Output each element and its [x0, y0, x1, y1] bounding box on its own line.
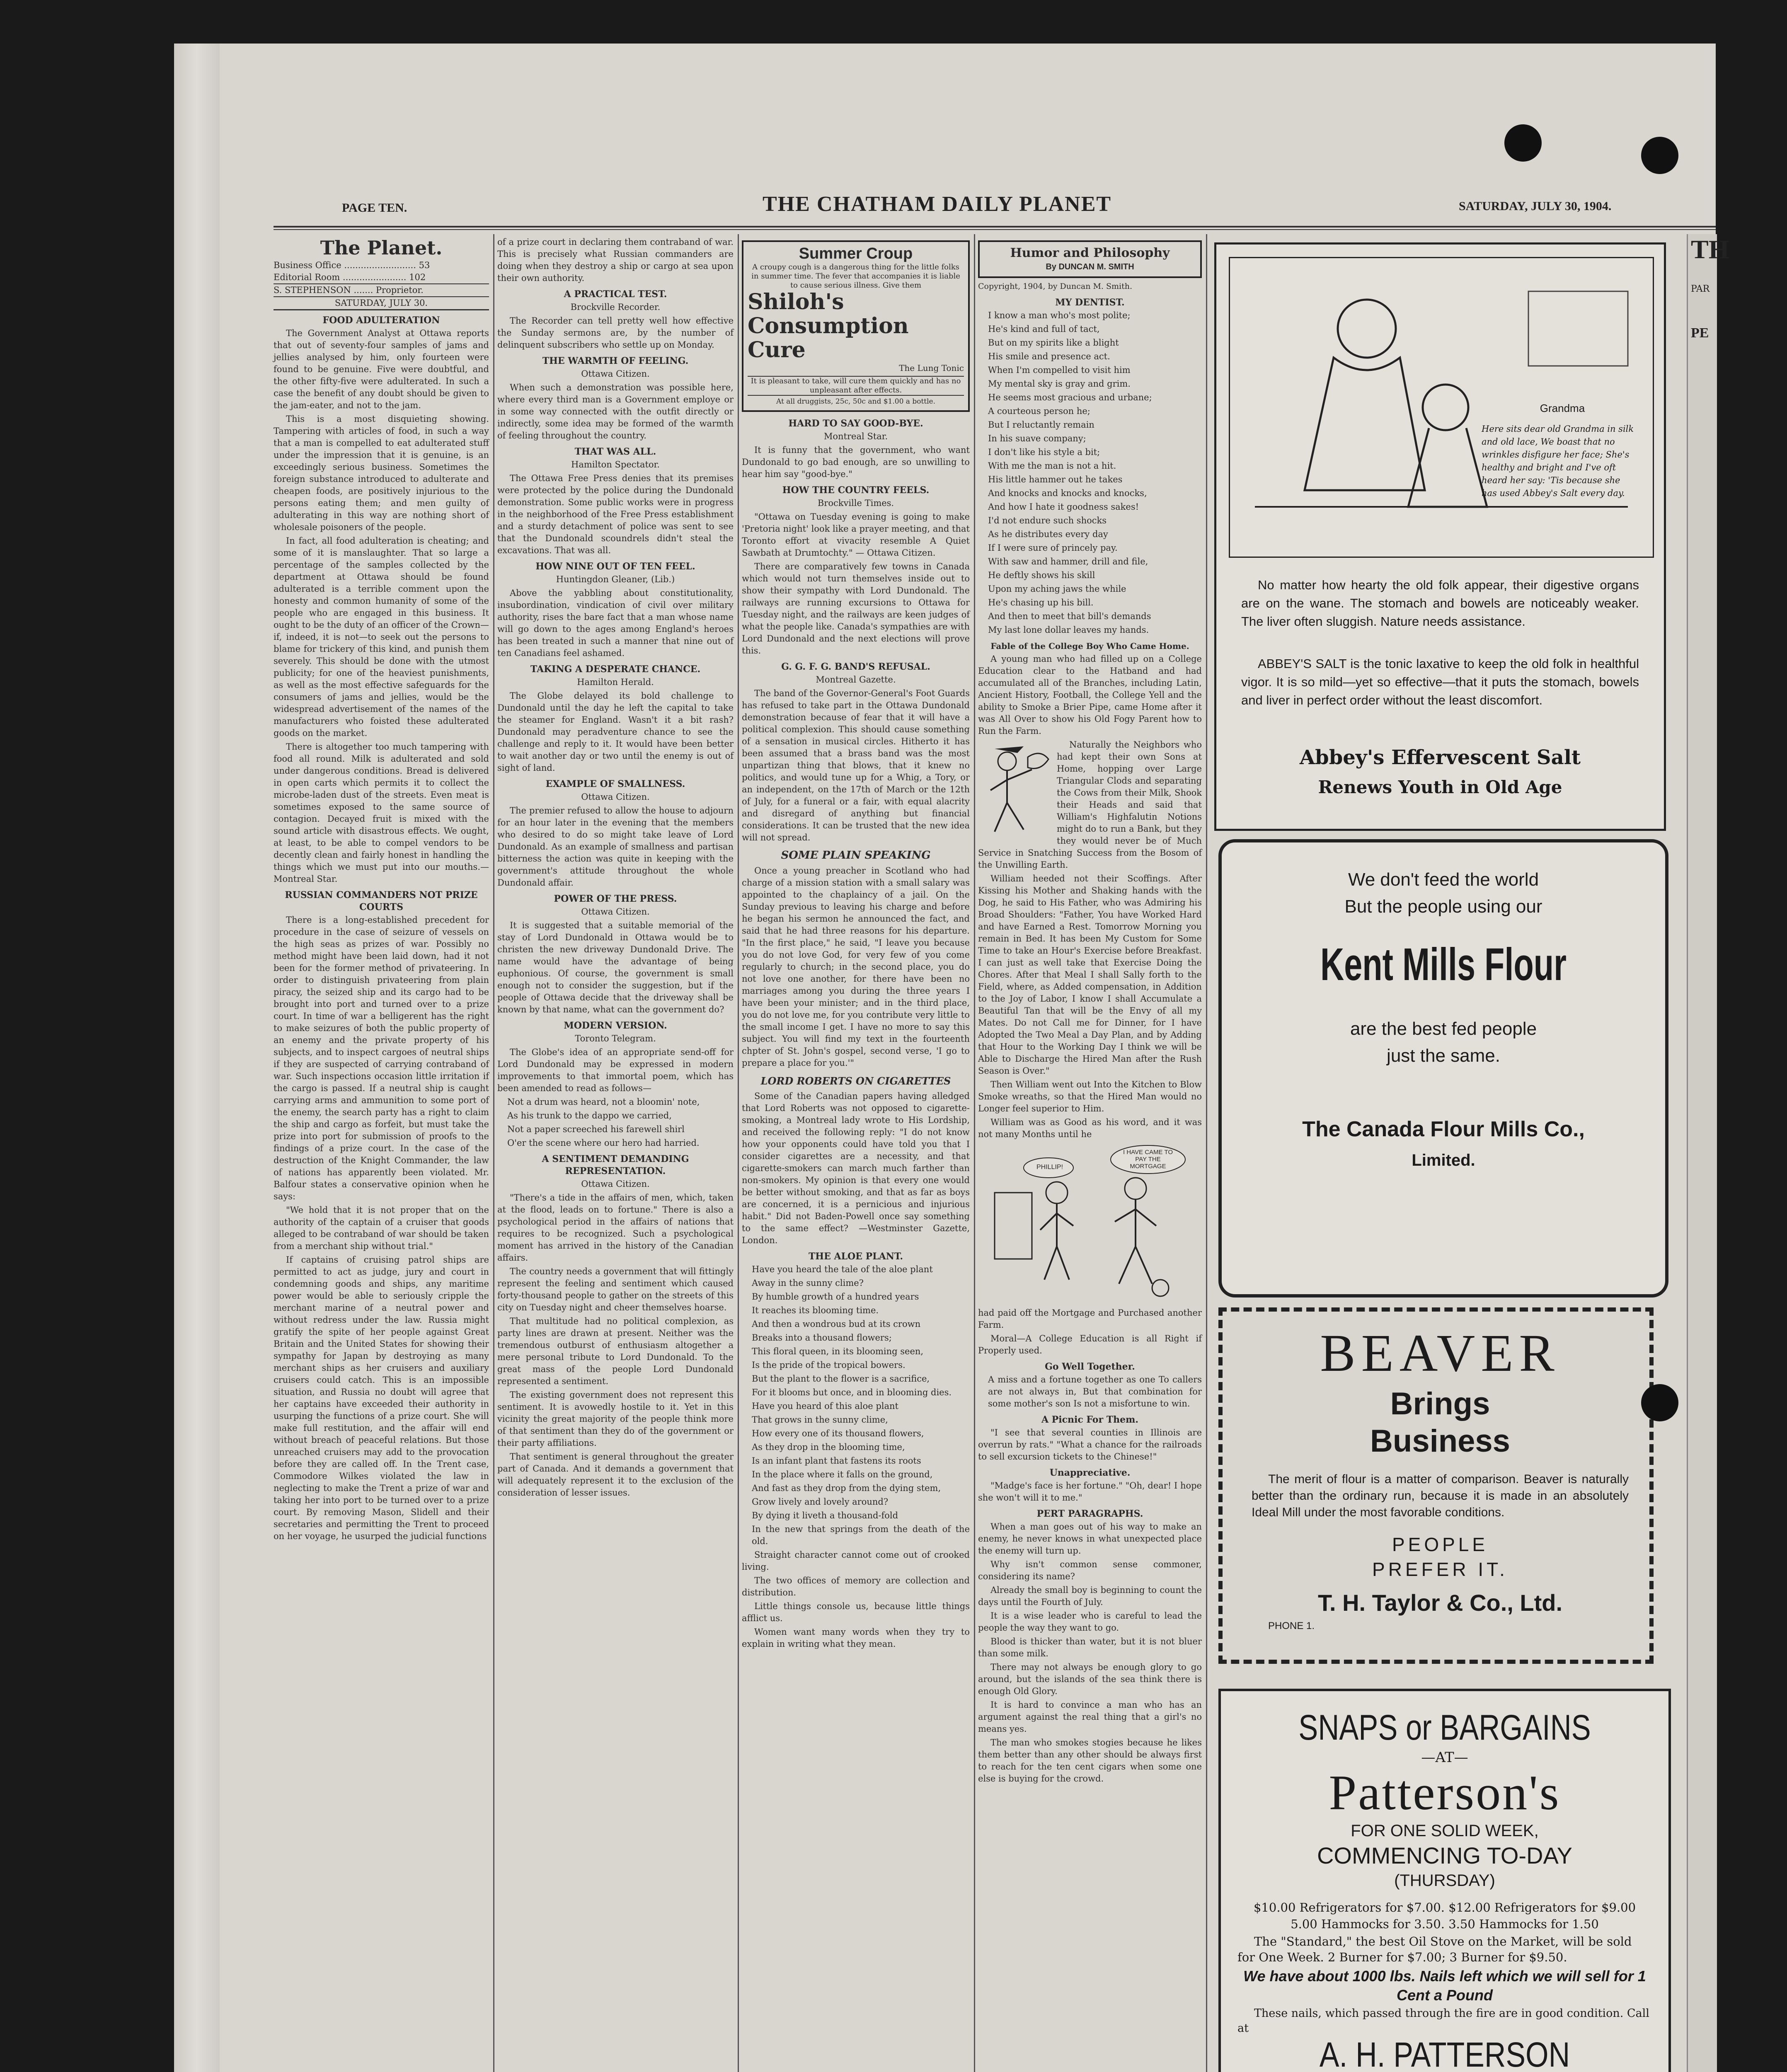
paragraph: The Government Analyst at Ottawa reports that out of seventy-four samples of jams and jellies analysed by him, only fourteen were found to be genuine. Five were doubtful, and the other fifty-five were adulterated. In such a case the benefit of any doubt should be given to the jam-eater, and not to the jam.: [274, 328, 489, 410]
column-4: [978, 236, 1202, 2072]
ad-paragraph: No matter how hearty the old folk appear, their digestive organs are on the wane. The stomach and bowels are noticeably weaker. The liver often sluggish. Nature needs assistance.: [1241, 578, 1639, 629]
humor-heading-box: [978, 240, 1202, 278]
headline: HOW THE COUNTRY FEELS.: [782, 485, 930, 496]
verse-line: Is an infant plant that fastens its roots: [752, 1456, 921, 1466]
issue-date: SATURDAY, JULY 30, 1904.: [1459, 199, 1612, 213]
headline: LORD ROBERTS ON CIGARETTES: [760, 1075, 951, 1087]
planet-date: SATURDAY, JULY 30.: [274, 297, 489, 310]
ad-line: PREFER IT.: [1372, 1559, 1508, 1580]
paragraph: Above the yabbling about constitutionality, insubordination, vindication of civil over military authority, rises the bare fact that a man whose name will go down to the ages among England's heroes has been treated in such a manner that nine out of ten Canadians feel ashamed.: [497, 588, 734, 658]
paragraph: Women want many words when they try to explain in writing what they mean.: [742, 1627, 970, 1649]
verse-line: And then a wondrous bud at its crown: [752, 1319, 921, 1329]
verse-line: By dying it liveth a thousand-fold: [752, 1510, 898, 1520]
ad-line: PEOPLE: [1392, 1534, 1489, 1555]
dentist-poem: [978, 310, 1202, 636]
edge-text: PAR: [1691, 284, 1710, 294]
paragraph: "Ottawa on Tuesday evening is going to make 'Pretoria night' look like a prayer meeting, and that Toronto effort at vivacity resemble A Quiet Sawbath at Drumtochty." — Ottawa Citizen.: [742, 512, 970, 558]
headline: TAKING A DESPERATE CHANCE.: [530, 664, 701, 675]
column-rule: [974, 234, 975, 2072]
verse-line: Have you heard of this aloe plant: [752, 1401, 898, 1411]
paragraph: "We hold that it is not proper that on the authority of the captain of a cruiser that goods alleged to be contraband of war should be taken from a merchant ship without trial.": [274, 1205, 489, 1251]
proprietor: S. STEPHENSON ....... Proprietor.: [274, 284, 489, 297]
paragraph: The man who smokes stogies because he likes them better than any other should be always first to reach for the ten cent cigars when some one else is buying for the crowd.: [978, 1738, 1202, 1784]
aloe-poem: [742, 1264, 970, 1547]
paragraph: had paid off the Mortgage and Purchased another Farm.: [978, 1308, 1202, 1330]
shiloh-ad: [742, 240, 970, 412]
ad-line: —AT—: [1421, 1749, 1468, 1766]
ad-line: FOR ONE SOLID WEEK,: [1351, 1822, 1539, 1840]
verse-line: I know a man who's most polite;: [988, 310, 1131, 320]
binding-hole: [1641, 1384, 1678, 1421]
edge-text: PE: [1691, 325, 1709, 341]
paragraph: Little things console us, because little things afflict us.: [742, 1601, 970, 1623]
ad-text: These nails, which passed through the fire are in good condition. Call at: [1237, 2007, 1649, 2035]
verse-line: He's chasing up his bill.: [988, 598, 1094, 608]
verse-line: As his trunk to the dappo we carried,: [507, 1111, 672, 1121]
verse-line: I'd not endure such shocks: [988, 516, 1107, 525]
paragraph: "Madge's face is her fortune." "Oh, dear! I hope she won't will it to me.": [978, 1481, 1202, 1503]
ad-nails-offer: We have about 1000 lbs. Nails left which we will sell for 1 Cent a Pound: [1243, 1968, 1646, 2004]
verse-line: And fast as they drop from the dying stem,: [752, 1483, 941, 1493]
paragraph: When a man goes out of his way to make an enemy, he never knows in what unexpected place the enemy will turn up.: [978, 1522, 1202, 1556]
headline: PERT PARAGRAPHS.: [1036, 1508, 1143, 1519]
paragraph: The country needs a government that will fittingly represent the feeling and sentiment which caused forty-thousand people to gather on the streets of this city on Tuesday night and cheer themselves hoarse.: [497, 1266, 734, 1312]
verse-line: Grow lively and lovely around?: [752, 1497, 889, 1507]
farmer-illustration: [978, 741, 1053, 840]
verse-line: My mental sky is gray and grim.: [988, 379, 1131, 389]
ad-brand: Abbey's Effervescent Salt: [1299, 746, 1581, 769]
verse-line: By humble growth of a hundred years: [752, 1292, 919, 1302]
verse-line: And knocks and knocks and knocks,: [988, 488, 1147, 498]
verse-line: In the place where it falls on the ground,: [752, 1469, 933, 1479]
paragraph: Blood is thicker than water, but it is not bluer than some milk.: [978, 1636, 1202, 1658]
headline: A PRACTICAL TEST.: [564, 289, 667, 300]
verse-line: If I were sure of princely pay.: [988, 543, 1118, 553]
paragraph: Once a young preacher in Scotland who had charge of a mission station with a small salary was appointed to the chaplaincy of a jail. On the Sunday previous to leaving his charge and before he began his sermon he announced the fact, and said that he had three reasons for his departure. "In the first place," he said, "I leave you because you do not love God, for very few of you come regularly to church; in the second place, you do not love one another, for there have been no marriages among you during the three years I have been your minister; and in the third place, you do not love me, for you contribute very little to the small income I get. I have no more to say this subject. You will find my text in the fourteenth chpter of St. John's gospel, second verse, 'I go to prepare a place for you.'": [742, 866, 970, 1068]
headline: EXAMPLE OF SMALLNESS.: [545, 779, 685, 789]
ad-brand: BEAVER: [1320, 1324, 1560, 1382]
headline: Unappreciative.: [1049, 1467, 1131, 1478]
paragraph: This is a most disquieting showing. Tampering with articles of food, in such a way that a man is compelled to eat adulterated stuff under the impression that it is genuine, is an exceedingly serious business. Sometimes the foreign substance introduced to adulterate and cheapen foods, are positively injurious to the persons eating them; and men guilty of adulterating in this way are nothing short of wholesale poisoners of the people.: [274, 414, 489, 532]
ad-text: A croupy cough is a dangerous thing for the little folks in summer time. The fever that accompanies it is liable to cause serious illness. Give them: [751, 263, 960, 290]
ad-price: At all druggists, 25c, 50c and $1.00 a bottle.: [748, 395, 964, 408]
newspaper-page: [174, 44, 1729, 2072]
paragraph: Naturally the Neighbors who had kept their own Sons at Home, hopping over Large Triangular Clods and separating the Cows from their Milk, Shook their Heads and said that William's Highfalutin Notions might do to run a Bank, but they they would never be of Much Service in Snatching Success from the Bosom of the Unwilling Earth.: [978, 740, 1202, 870]
ad-headline: SNAPS or BARGAINS: [1298, 1708, 1591, 1748]
ad-line: Brings: [1390, 1386, 1490, 1421]
verse-line: That grows in the sunny clime,: [752, 1415, 888, 1425]
column-title: Humor and Philosophy: [1010, 246, 1170, 260]
verse-line: It reaches its blooming time.: [752, 1305, 879, 1315]
ad-brand: Patterson's: [1329, 1765, 1561, 1820]
headline: HOW NINE OUT OF TEN FEEL.: [535, 561, 695, 572]
headline: RUSSIAN COMMANDERS NOT PRIZE COURTS: [285, 890, 478, 913]
paragraph: The Ottawa Free Press denies that its premises were protected by the police during the Dundonald demonstration. Some public works were in progress in the neighborhood of the Free Press establishment and a sturdy detachment of police was sent to see that the Dundonald scoundrels didn't steal the excavations. That was all.: [497, 473, 734, 555]
paragraph: The Globe delayed its bold challenge to Dundonald until the day he left the capital to take the steamer for England. Wasn't it a bit rash? Dundonald may peradventure chance to see the challenge and reply to it. It would have been better to wait another day or two until the enemy is out of sight of land.: [497, 691, 734, 773]
verse-line: Away in the sunny clime?: [752, 1278, 864, 1288]
source: Ottawa Citizen.: [581, 369, 650, 379]
verse-line: As they drop in the blooming time,: [752, 1442, 905, 1452]
paragraph: William heeded not their Scoffings. After Kissing his Mother and Shaking hands with the Dog, he said to His Father, who was Admiring his Broad Shoulders: "Father, You have Worked Hard and have Earned a Rest. Tomorrow Morning you remain in Bed. It has been My Custom for Some Time to take an Hour's Exercise before Breakfast. I can just as well take that Exercise Doing the Chores. After that Meal I shall Sally forth to the Field, where, as Added compensation, in Addition to the Joy of Labor, I know I shall Accumulate a Beautiful Tan that will be the Envy of all my Mates. Do not Call me for Dinner, for I have Adopted the Two Meal a Day Plan, and by Adding that Hour to the Working Day I think we will be Able to Discharge the Hired Man after the Rush Season is Over.": [978, 874, 1202, 1076]
verse-line: This floral queen, in its blooming seen,: [752, 1346, 924, 1356]
headline: HARD TO SAY GOOD-BYE.: [788, 418, 923, 429]
headline: Fable of the College Boy Who Came Home.: [990, 641, 1189, 651]
ad-brand: Shiloh's Consumption Cure: [748, 289, 909, 363]
ad-paragraph: The merit of flour is a matter of comparison. Beaver is naturally better than the ordinary run, because it is made in an absolutely Ideal Mill under the most favorable conditions.: [1252, 1472, 1629, 1519]
verse-line: But on my spirits like a blight: [988, 338, 1119, 348]
verse-line: But the plant to the flower is a sacrifice,: [752, 1374, 930, 1384]
paragraph: A young man who had filled up on a College Education clear to the Hatband and had accumulated all of the Branches, including Latin, Ancient History, Football, the College Yell and the ability to Smoke a Brier Pipe, came Home after it was All Over to show his Old Fogy Parent how to Run the Farm.: [978, 654, 1202, 736]
beaver-ad: [1218, 1307, 1662, 1672]
verse-line: And then to meet that bill's demands: [988, 611, 1151, 621]
paragraph: The Globe's idea of an appropriate send-off for Lord Dundonald may be expressed in modern improvements to that immortal poem, which has been amended to read as follows—: [497, 1047, 734, 1093]
paragraph: The existing government does not represent this sentiment. It is avowedly hostile to it. Yet in this vicinity the great majority of the people think more of that sentiment than they do of the government or their party affiliations.: [497, 1390, 734, 1448]
illustration-caption: Grandma: [1540, 402, 1585, 414]
paragraph: The Recorder can tell pretty well how effective the Sunday sermons are, by the number of delinquent subscribers who settle up on Monday.: [497, 316, 734, 350]
paragraph: Moral—A College Education is all Right if Properly used.: [978, 1334, 1202, 1356]
headline: MODERN VERSION.: [564, 1020, 667, 1031]
ad-company: The Canada Flour Mills Co.,: [1302, 1117, 1585, 1141]
paragraph: Some of the Canadian papers having alledged that Lord Roberts was not opposed to cigarette-smoking, a Montreal lady wrote to His Lordship, and received the following reply: "I do not know how your opponents could have told you that I consider cigarettes are a necessity, and that cigarette-smokers can march much farther than non-smokers. My opinion is that every one would be better without smoking, and that as far as boys are concerned, it is a pernicious and injurious habit." Did not Baden-Powell once say something to the same effect? —Westminster Gazette, London.: [742, 1091, 970, 1245]
source: Montreal Star.: [823, 431, 888, 441]
verse-line: Breaks into a thousand flowers;: [752, 1333, 892, 1343]
verse-line: In his suave company;: [988, 433, 1086, 443]
verse-line: For it blooms but once, and in blooming dies.: [752, 1387, 952, 1397]
page-fold-shadow: [174, 44, 220, 2072]
verse-line: As he distributes every day: [988, 529, 1108, 539]
verse-line: Have you heard the tale of the aloe plant: [752, 1264, 933, 1274]
ad-line: Business: [1370, 1423, 1510, 1459]
paragraph: "There's a tide in the affairs of men, which, taken at the flood, leads on to fortune." There is also a psychological period in the affairs of nations that requires to be recognized. Such a psychological moment has arrived in the history of the Canadian affairs.: [497, 1193, 734, 1263]
planet-title: The Planet.: [320, 237, 443, 259]
paragraph: William was as Good as his word, and it was not many Months until he: [978, 1117, 1202, 1139]
paragraph: In fact, all food adulteration is cheating; and some of it is manslaughter. That so large a percentage of the samples collected by the department at Ottawa should be found adulterated is a terrible comment upon the honesty and common humanity of some of the people who are engaged in this business. It ought to be the duty of an officer of the Crown—if, indeed, it is not—to seek out the persons to blame for trickery of this kind, and punish them severely. This should be done with the utmost publicity; for one of the heaviest punishments, as well as the most effective safeguards for the consumers of jams and jellies, would be the widespread advertisement of the names of the manufacturers who foisted these adulterated goods on the market.: [274, 536, 489, 738]
column-rule: [493, 234, 494, 2072]
paragraph: Why isn't common sense commoner, considering its name?: [978, 1559, 1202, 1581]
paragraph: Then William went out Into the Kitchen to Blow Smoke wreaths, so that the Hired Man would no Longer feel superior to Him.: [978, 1080, 1202, 1113]
ad-tagline: Renews Youth in Old Age: [1318, 777, 1562, 797]
source: Ottawa Citizen.: [581, 1179, 650, 1189]
pert-paragraphs: [978, 1521, 1202, 1785]
headline: SOME PLAIN SPEAKING: [781, 849, 931, 862]
paragraph: "I see that several counties in Illinois are overrun by rats." "What a chance for the railroads to sell excursion tickets to the Chinese!": [978, 1428, 1202, 1462]
headline: Go Well Together.: [1045, 1361, 1135, 1372]
source: Brockville Recorder.: [570, 302, 661, 312]
paragraph: Already the small boy is beginning to count the days until the Fourth of July.: [978, 1585, 1202, 1607]
copyright: Copyright, 1904, by Duncan M. Smith.: [978, 282, 1133, 291]
ad-company: T. H. Taylor & Co., Ltd.: [1317, 1590, 1563, 1616]
edge-text: TH: [1691, 235, 1729, 264]
verse-line: O'er the scene where our hero had harried.: [507, 1138, 700, 1148]
source: Montreal Gazette.: [816, 675, 896, 685]
header-rule: [274, 226, 1716, 228]
paragraph: It is funny that the government, who want Dundonald to go bad enough, are so unwilling to hear him say "good-bye.": [742, 445, 970, 479]
speech-bubble: I HAVE CAME TO PAY THE MORTGAGE: [1123, 1149, 1173, 1170]
ad-company-suffix: Limited.: [1412, 1151, 1475, 1169]
ad-line: just the same.: [1387, 1046, 1500, 1066]
column-2: [497, 236, 734, 2072]
verse-line: I don't like his style a bit;: [988, 447, 1100, 457]
adjacent-page-edge: [1687, 234, 1717, 2072]
verse-line: In the new that springs from the death of the old.: [752, 1524, 970, 1546]
ad-line: COMMENCING TO-DAY: [1317, 1842, 1573, 1869]
kent-mills-ad: [1218, 839, 1668, 1297]
mortgage-cartoon: [978, 1143, 1194, 1305]
ad-company: A. H. PATTERSON: [1319, 2035, 1570, 2072]
paragraph: There are comparatively few towns in Canada which would not turn themselves inside out to show their sympathy with Lord Dundonald. The railways are running excursions to Ottawa for Tuesday night, and the railways are keen judges of what the people like. Canada's sympathies are with Lord Dundonald and the next elections will prove this.: [742, 562, 970, 656]
paragraph: There is altogether too much tampering with food all round. Milk is adulterated and sold under dangerous conditions. Bread is delivered in open carts which permits it to collect the microbe-laden dust of the streets. Even meat is sometimes exposed to the same source of contagion. Decayed fruit is mixed with the sound article with disastrous effects. We ought, at least, to be able to compel vendors to be decently clean and fairly honest in handling the things which we must put into our mouths.—Montreal Star.: [274, 742, 489, 884]
headline: A SENTIMENT DEMANDING REPRESENTATION.: [542, 1154, 689, 1176]
paragraph: That sentiment is general throughout the greater part of Canada. And it demands a government that will adequately represent it to the exclusion of the consideration of lesser issues.: [497, 1452, 734, 1498]
ad-price-line: The "Standard," the best Oil Stove on the Market, will be sold for One Week. 2 Burner for $7.00; 3 Burner for $9.50.: [1237, 1934, 1632, 1964]
page-number: PAGE TEN.: [342, 201, 407, 215]
headline: THAT WAS ALL.: [574, 446, 656, 457]
headline: MY DENTIST.: [1055, 297, 1125, 308]
verse-line: Upon my aching jaws the while: [988, 584, 1126, 594]
paragraph: There may not always be enough glory to go around, but the islands of the sea think there is enough Old Glory.: [978, 1662, 1202, 1696]
verse-line: He seems most gracious and urbane;: [988, 392, 1152, 402]
verse-line: And how I hate it goodness sakes!: [988, 502, 1139, 512]
source: Huntingdon Gleaner, (Lib.): [556, 574, 675, 584]
verse-line: His little hammer out he takes: [988, 474, 1123, 484]
ad-line: We don't feed the world: [1348, 869, 1539, 890]
headline: THE ALOE PLANT.: [808, 1251, 903, 1262]
ad-price-line: $10.00 Refrigerators for $7.00. $12.00 Refrigerators for $9.00: [1253, 1900, 1636, 1915]
verse-line: Not a paper screeched his farewell shirl: [507, 1124, 685, 1134]
paragraph: There is a long-established precedent for procedure in the case of seizure of vessels on the high seas as prizes of war. Possibly no method might have been laid down, had it not been for the former method of privateering. In order to distinguish privateering from plain piracy, the seized ship and its cargo had to be brought into port and turned over to a prize court. In time of war a belligerent has the right to make seizures of both the public property of an enemy and the private property of his subjects, and to inspect cargoes of neutral ships if they are suspected of carrying contraband of war. Such inspections occasion little irritation if the cargo is passed. If a neutral ship is caught carrying arms and ammunition to some port of the enemy, the search party has a right to claim the ship and cargo as forfeit, but must take the prize into port for submission of proofs to the findings of a prize court. In the case of the destruction of the Knight Commander, the law of nations has apparently been violated. Mr. Balfour states a conservative opinion when he says:: [274, 915, 489, 1201]
abbey-salt-ad: [1214, 242, 1666, 831]
binding-hole: [1641, 137, 1678, 174]
headline: POWER OF THE PRESS.: [554, 893, 677, 904]
paragraph: The band of the Governor-General's Foot Guards has refused to take part in the Ottawa Dundonald demonstration because of fear that it will have a political complexion. This should cause something of a sensation in musical circles. Hitherto it has been assumed that a brass band was the most unpartizan thing that blows, that it knew no politics, and would tune up for a Whig, a Tory, or an independent, on the 17th of March or the 12th of July, for a funeral or a fair, with equal alacrity and disregard of anything but financial considerations. It can be trusted that the new idea will not spread.: [742, 688, 970, 842]
grandma-verse: Here sits dear old Grandma in silk and old lace, We boast that no wrinkles disfigure her face; She's healthy and bright and I've oft heard her say: 'Tis because she has used Abbey's Salt every day.: [1482, 424, 1634, 498]
paragraph: The premier refused to allow the house to adjourn for an hour later in the evening that the members who desired to do so might take leave of Lord Dundonald. As an example of smallness and partisan bitterness the action was quite in keeping with the government's attitude throughout the whole Dundonald affair.: [497, 806, 734, 888]
column-rule: [1206, 234, 1207, 2072]
ad-text: It is pleasant to take, will cure them quickly and has no unpleasant after effects.: [748, 376, 964, 395]
masthead: THE CHATHAM DAILY PLANET: [763, 192, 1112, 216]
ad-phone: PHONE 1.: [1268, 1620, 1315, 1631]
paragraph: It is hard to convince a man who has an argument against the real thing that a girl's no means yes.: [978, 1700, 1202, 1734]
paragraph: That multitude had no political complexion, as party lines are drawn at present. Neither was the tremendous outburst of enthusiasm altogether a mere personal tribute to Lord Dundonald. To the great mass of the people Lord Dundonald represented a sentiment.: [497, 1316, 734, 1386]
source: Ottawa Citizen.: [581, 792, 650, 802]
header-rule-thin: [274, 229, 1716, 230]
verse-line: A courteous person he;: [988, 406, 1090, 416]
verse-line: He's kind and full of tact,: [988, 324, 1100, 334]
column-rule: [738, 234, 739, 2072]
ad-headline: Summer Croup: [799, 245, 913, 262]
paragraph: If captains of cruising patrol ships are permitted to act as judge, jury and court in condemning goods and ships, any maritime power would be able to seriously cripple the merchant marine of a neutral power and without redress under the law. Russia might gratify the spite of her people against Great Britain and the United States for showing their sympathy for Japan by destroying as many merchant ships as her cruisers and auxiliary cruisers could catch. This is an impossible situation, and Russia no doubt will agree that her captains have exceeded their authority in usurping the functions of a prize court. She will make full restitution, and the affair will end without breach of peaceful relations. But those unreached cruisers may add to the provocation before they are called off. In the Trent case, Commodore Wilkes violated the law in neglecting to make the Trent a prize of war and taking her into port to be turned over to a prize court. By removing Mason, Slidell and their secretaries and permitting the Trent to proceed on her voyage, he usurped the judicial functions: [274, 1255, 489, 1541]
ad-brand: Kent Mills Flour: [1320, 939, 1567, 990]
verse-line: With me the man is not a hit.: [988, 461, 1116, 471]
headline: A Picnic For Them.: [1041, 1414, 1139, 1425]
ad-line: are the best fed people: [1350, 1019, 1537, 1039]
editorial-room: Editorial Room ....................... 102: [274, 271, 489, 284]
business-office: Business Office .......................... 53: [274, 260, 430, 270]
verse-line: Is the pride of the tropical bowers.: [752, 1360, 906, 1370]
verse-line: But I reluctantly remain: [988, 420, 1094, 430]
ad-price-line: 5.00 Hammocks for 3.50. 3.50 Hammocks for 1.50: [1291, 1917, 1599, 1931]
ad-tagline: The Lung Tonic: [899, 363, 964, 373]
speech-bubble: PHILLIP!: [1036, 1164, 1063, 1171]
paragraph: It is a wise leader who is careful to lead the people the way they want to go.: [978, 1611, 1202, 1633]
paragraph: The two offices of memory are collection and distribution.: [742, 1576, 970, 1598]
byline: By DUNCAN M. SMITH: [1046, 262, 1134, 271]
verse-line: How every one of its thousand flowers,: [752, 1428, 924, 1438]
column-3: [742, 236, 970, 2072]
column-1: [274, 236, 489, 2072]
verse-line: With saw and hammer, drill and file,: [988, 557, 1148, 566]
headline: THE WARMTH OF FEELING.: [542, 356, 689, 366]
ad-line: But the people using our: [1344, 896, 1542, 917]
verse-line: When I'm compelled to visit him: [988, 365, 1131, 375]
source: Hamilton Spectator.: [571, 460, 660, 470]
source: Toronto Telegram.: [575, 1034, 656, 1043]
paragraph: It is suggested that a suitable memorial of the stay of Lord Dundonald in Ottawa would be to christen the new driveway Dundonald Drive. The name would have the advantage of being euphonious. Of course, the government is small enough not to consider the suggestion, but if the people of Ottawa decide that the driveway shall be known by that name, what can the government do?: [497, 920, 734, 1014]
headline: G. G. F. G. BAND'S REFUSAL.: [781, 661, 930, 672]
patterson-ad: [1218, 1689, 1671, 2072]
paragraph: Straight character cannot come out of crooked living.: [742, 1550, 970, 1572]
source: Ottawa Citizen.: [581, 907, 650, 917]
headline: FOOD ADULTERATION: [322, 315, 440, 326]
ad-line: (THURSDAY): [1394, 1871, 1495, 1890]
source: Brockville Times.: [817, 498, 894, 508]
binding-hole: [1504, 124, 1542, 162]
verse-line: His smile and presence act.: [988, 351, 1110, 361]
verse-line: My last lone dollar leaves my hands.: [988, 625, 1149, 635]
verse: A miss and a fortune together as one To callers are not always in, But that combination for some mother's son Is not a misfortune to win.: [988, 1375, 1202, 1409]
ad-paragraph: ABBEY'S SALT is the tonic laxative to keep the old folk in healthful vigor. It is so mild—yet so effective—that it puts the stomach, bowels and liver in perfect order without the least discomfort.: [1241, 656, 1639, 707]
source: Hamilton Herald.: [577, 677, 654, 687]
paragraph: When such a demonstration was possible here, where every third man is a Government employe or in some way connected with the outfit directly or indirectly, some idea may be formed of the warmth of feeling throughout the country.: [497, 382, 734, 441]
paragraph: of a prize court in declaring them contraband of war. This is precisely what Russian commanders are doing when they destroy a ship or cargo at sea upon their own authority.: [497, 237, 734, 283]
verse-line: Not a drum was heard, not a bloomin' note,: [507, 1097, 700, 1107]
verse-line: He deftly shows his skill: [988, 570, 1095, 580]
